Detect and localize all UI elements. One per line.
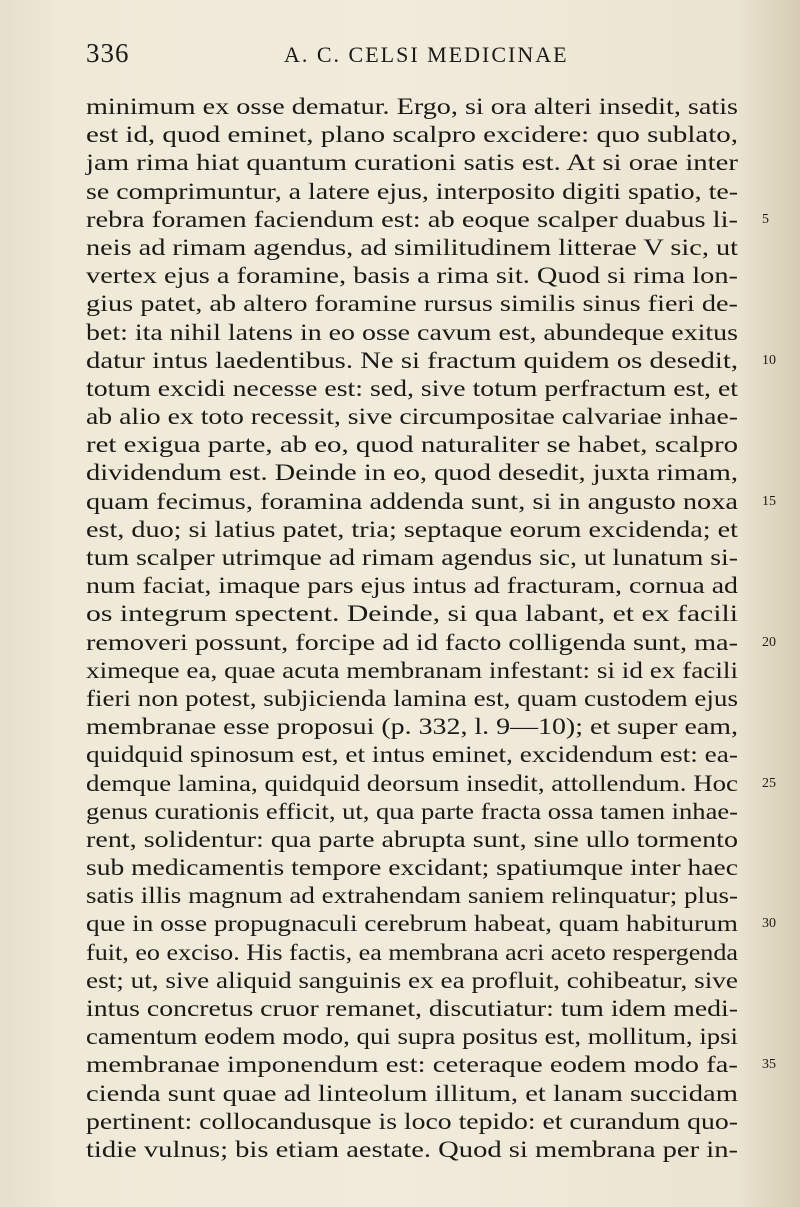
text-line: [86, 967, 758, 995]
line-text: jam rima hiat quantum curationi satis est. At si orae inter: [86, 150, 738, 176]
text-line: [86, 459, 758, 487]
text-line: [86, 1023, 758, 1051]
text-line: [86, 939, 758, 967]
text-line: [86, 1108, 758, 1136]
body-text: [86, 93, 776, 1164]
line-text: removeri possunt, forcipe ad id facto colligenda sunt, ma-: [86, 629, 738, 655]
text-line: [86, 1051, 776, 1079]
line-text: intus concretus cruor remanet, discutiatur: tum idem medi-: [86, 996, 738, 1021]
line-text: fieri non potest, subjicienda lamina est, quam custodem ejus: [86, 685, 738, 711]
line-text: num faciat, imaque pars ejus intus ad fracturam, cornua ad: [86, 573, 738, 599]
line-text: rebra foramen faciendum est: ab eoque scalper duabus li-: [86, 206, 738, 232]
line-text: est; ut, sive aliquid sanguinis ex ea profluit, cohibeatur, sive: [86, 967, 738, 993]
line-number-marker: 15: [762, 493, 776, 509]
line-text: sub medicamentis tempore excidant; spatiumque inter haec: [86, 855, 738, 881]
line-text: ximeque ea, quae acuta membranam infestant: si id ex facili: [86, 657, 738, 683]
text-line: [86, 657, 758, 685]
line-number-marker: 20: [762, 634, 776, 650]
line-text: tidie vulnus; bis etiam aestate. Quod si membrana per in-: [86, 1136, 738, 1162]
text-line: [86, 685, 758, 713]
text-line: [86, 995, 758, 1023]
line-text: est, duo; si latius patet, tria; septaque eorum excidenda; et: [86, 516, 738, 542]
text-line: [86, 516, 758, 544]
line-text: datur intus laedentibus. Ne si fractum quidem os desedit,: [86, 347, 738, 373]
line-text: bet: ita nihil latens in eo osse cavum est, abundeque exitus: [86, 319, 738, 345]
line-text: dividendum est. Deinde in eo, quod desedit, juxta rimam,: [86, 460, 738, 486]
text-line: [86, 854, 758, 882]
text-line: [86, 319, 758, 347]
text-line: [86, 741, 758, 769]
line-text: membranae imponendum est: ceteraque eodem modo fa-: [86, 1052, 738, 1078]
line-text: quam fecimus, foramina addenda sunt, si in angusto noxa: [86, 488, 738, 514]
text-line: [86, 290, 758, 318]
line-text: se comprimuntur, a latere ejus, interposito digiti spatio, te-: [86, 178, 738, 204]
text-line: [86, 234, 758, 262]
line-text: gius patet, ab altero foramine rursus similis sinus fieri de-: [86, 291, 738, 317]
text-line: [86, 121, 758, 149]
text-line: [86, 910, 776, 938]
text-line: [86, 1136, 758, 1164]
text-line: [86, 178, 758, 206]
line-text: demque lamina, quidquid deorsum insedit, attollendum. Hoc: [86, 770, 738, 796]
line-text: satis illis magnum ad extrahendam saniem relinquatur; plus-: [86, 883, 738, 909]
line-text: vertex ejus a foramine, basis a rima sit. Quod si rima lon-: [86, 263, 738, 289]
line-text: genus curationis efficit, ut, qua parte fracta ossa tamen inhae-: [86, 798, 739, 824]
text-line: [86, 403, 758, 431]
line-text: os integrum spectent. Deinde, si qua labant, et ex facili: [86, 601, 738, 627]
running-title: A. C. CELSI MEDICINAE: [284, 42, 569, 67]
text-line: [86, 713, 758, 741]
text-line: [86, 488, 776, 516]
line-number-marker: 25: [762, 775, 776, 791]
text-line: [86, 93, 758, 121]
page-header: [86, 38, 758, 78]
line-text: cienda sunt quae ad linteolum illitum, et lanam succidam: [86, 1080, 738, 1106]
text-line: [86, 347, 776, 375]
line-text: pertinent: collocandusque is loco tepido: et curandum quo-: [86, 1108, 738, 1134]
line-text: tum scalper utrimque ad rimam agendus sic, ut lunatum si-: [86, 545, 738, 570]
text-line: [86, 375, 758, 403]
text-line: [86, 544, 758, 572]
line-number-marker: 35: [762, 1057, 776, 1073]
line-text: rent, solidentur: qua parte abrupta sunt, sine ullo tormento: [86, 826, 738, 852]
text-line: [86, 149, 758, 177]
text-line: [86, 431, 758, 459]
line-text: ab alio ex toto recessit, sive circumpositae calvariae inhae-: [86, 404, 738, 430]
text-line: [86, 600, 758, 628]
line-number-marker: 30: [762, 916, 776, 932]
text-line: [86, 206, 769, 234]
text-line: [86, 882, 758, 910]
line-number-marker: 5: [762, 211, 769, 227]
text-line: [86, 770, 776, 798]
line-text: totum excidi necesse est: sed, sive totum perfractum est, et: [86, 375, 738, 401]
text-line: [86, 826, 758, 854]
line-text: minimum ex osse dematur. Ergo, si ora alteri insedit, satis: [86, 94, 738, 119]
text-line: [86, 798, 758, 826]
line-text: est id, quod eminet, plano scalpro excidere: quo sublato,: [86, 122, 738, 148]
page-number: 336: [86, 38, 130, 68]
text-line: [86, 629, 776, 657]
line-text: que in osse propugnaculi cerebrum habeat, quam habiturum: [86, 911, 738, 937]
line-text: fuit, eo exciso. His factis, ea membrana acri aceto respergenda: [86, 939, 739, 965]
line-text: membranae esse proposui (p. 332, l. 9—10); et super eam,: [86, 714, 738, 740]
line-text: neis ad rimam agendus, ad similitudinem litterae V sic, ut: [86, 234, 738, 260]
line-text: ret exigua parte, ab eo, quod naturaliter se habet, scalpro: [86, 432, 738, 458]
line-text: camentum eodem modo, qui supra positus est, mollitum, ipsi: [86, 1024, 738, 1050]
text-line: [86, 262, 758, 290]
text-line: [86, 1080, 758, 1108]
line-text: quidquid spinosum est, et intus eminet, excidendum est: ea-: [86, 742, 738, 768]
line-number-marker: 10: [762, 352, 776, 368]
text-line: [86, 572, 758, 600]
